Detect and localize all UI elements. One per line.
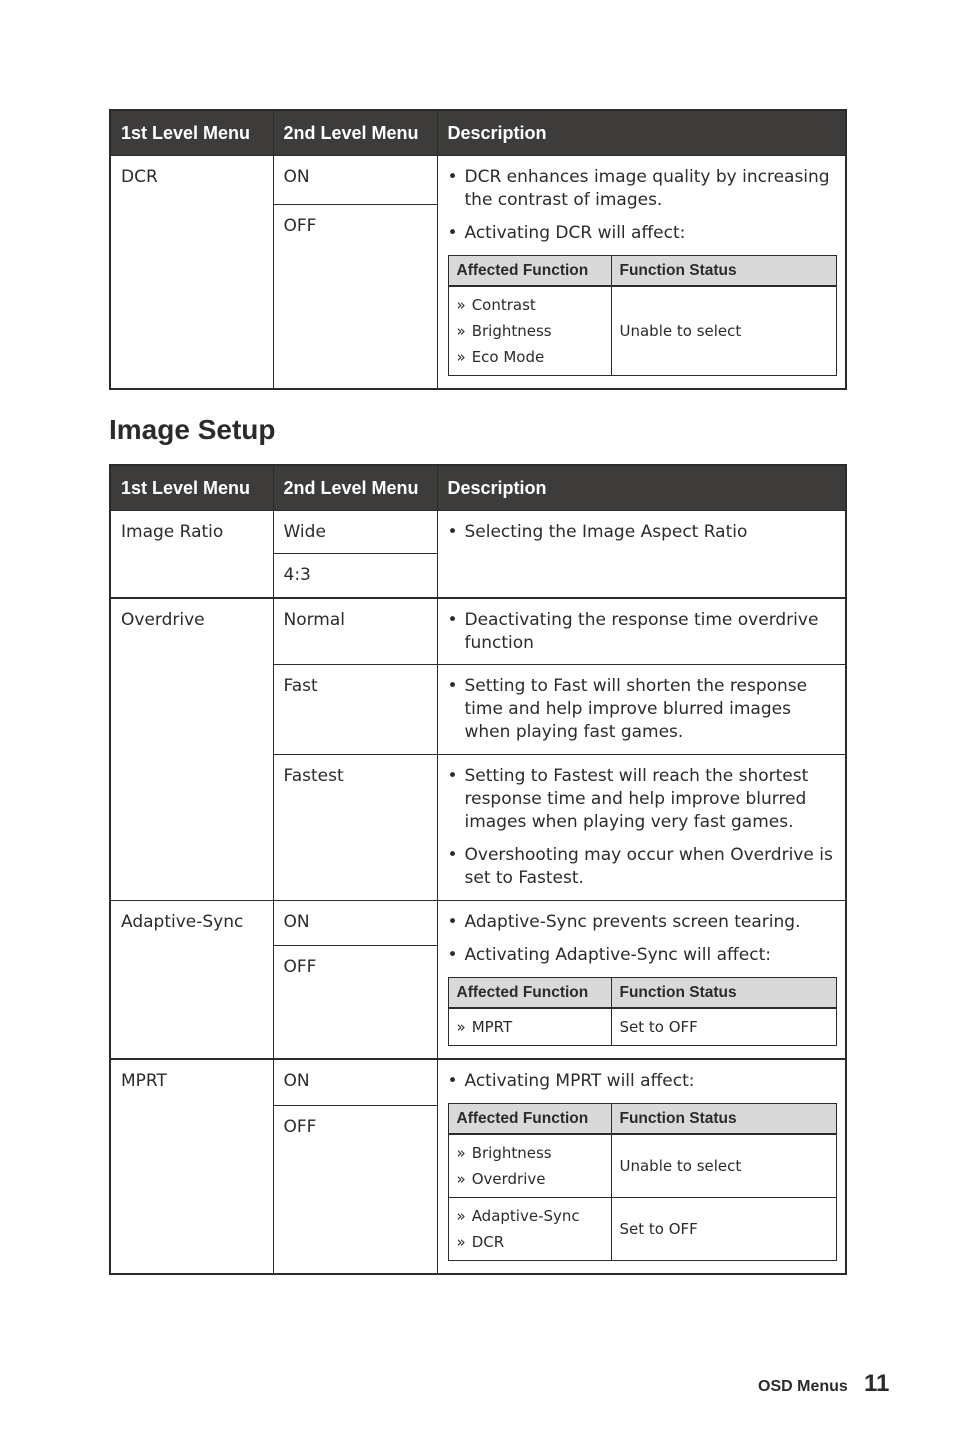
section-title: Image Setup [109,414,276,445]
menu-dcr: DCR [110,156,273,390]
affected-item: » Brightness [457,1140,603,1166]
sub-header-affected: Affected Function [448,1104,611,1135]
header-description: Description [437,465,846,511]
bullet-text: • Overshooting may occur when Overdrive is set to Fastest. [448,844,836,890]
option-adaptive-on: ON [273,901,437,946]
sub-header-status: Function Status [611,1104,836,1135]
affected-functions [448,1008,611,1046]
desc-fastest [437,755,846,901]
desc-normal [437,598,846,665]
bullet-text: • Deactivating the response time overdrive function [448,609,836,655]
desc-image-ratio [437,511,846,598]
bullet-text: • Setting to Fast will shorten the response time and help improve blurred images when playing fast games. [448,675,836,744]
affected-item: » Overdrive [457,1166,603,1192]
header-description: Description [437,110,846,156]
affected-item: » Adaptive-Sync [457,1203,603,1229]
option-wide: Wide [273,511,437,554]
function-status: Unable to select [611,1134,836,1198]
bullet-text: • Activating Adaptive-Sync will affect: [448,944,836,967]
image-setup-table [109,464,847,1275]
sub-header-status: Function Status [611,256,836,287]
bullet-text: • Setting to Fastest will reach the shortest response time and help improve blurred images when playing very fast games. [448,765,836,834]
affected-item: » Contrast [457,292,603,318]
affected-table-adaptive-sync [448,977,837,1046]
header-1st-level: 1st Level Menu [110,465,273,511]
affected-item: » MPRT [457,1014,603,1040]
menu-mprt: MPRT [110,1059,273,1274]
menu-image-ratio: Image Ratio [110,511,273,598]
option-4-3: 4:3 [273,554,437,598]
menu-overdrive: Overdrive [110,598,273,901]
desc-mprt [437,1059,846,1274]
option-dcr-on: ON [273,156,437,205]
affected-functions [448,1134,611,1198]
sub-header-affected: Affected Function [448,978,611,1009]
affected-table-dcr [448,255,837,376]
option-mprt-off: OFF [273,1105,437,1274]
affected-table-mprt [448,1103,837,1261]
function-status: Unable to select [611,286,836,376]
header-1st-level: 1st Level Menu [110,110,273,156]
sub-header-affected: Affected Function [448,256,611,287]
desc-dcr [437,156,846,390]
bullet-text: • Adaptive-Sync prevents screen tearing. [448,911,836,934]
function-status: Set to OFF [611,1198,836,1261]
option-fast: Fast [273,665,437,755]
sub-header-status: Function Status [611,978,836,1009]
menu-adaptive-sync: Adaptive-Sync [110,901,273,1060]
footer-section-label: OSD Menus [758,1378,848,1395]
dcr-table [109,109,847,390]
option-adaptive-off: OFF [273,946,437,1059]
bullet-text: • Activating MPRT will affect: [448,1070,836,1093]
affected-functions [448,1198,611,1261]
header-2nd-level: 2nd Level Menu [273,465,437,511]
option-dcr-off: OFF [273,205,437,389]
bullet-text: • Selecting the Image Aspect Ratio [448,521,836,544]
affected-item: » DCR [457,1229,603,1255]
page-number: 11 [864,1370,890,1397]
bullet-text: • DCR enhances image quality by increasing the contrast of images. [448,166,836,212]
option-mprt-on: ON [273,1059,437,1105]
option-fastest: Fastest [273,755,437,901]
bullet-text: • Activating DCR will affect: [448,222,836,245]
affected-item: » Brightness [457,318,603,344]
option-normal: Normal [273,598,437,665]
desc-fast [437,665,846,755]
affected-item: » Eco Mode [457,344,603,370]
header-2nd-level: 2nd Level Menu [273,110,437,156]
affected-functions [448,286,611,376]
desc-adaptive-sync [437,901,846,1060]
function-status: Set to OFF [611,1008,836,1046]
